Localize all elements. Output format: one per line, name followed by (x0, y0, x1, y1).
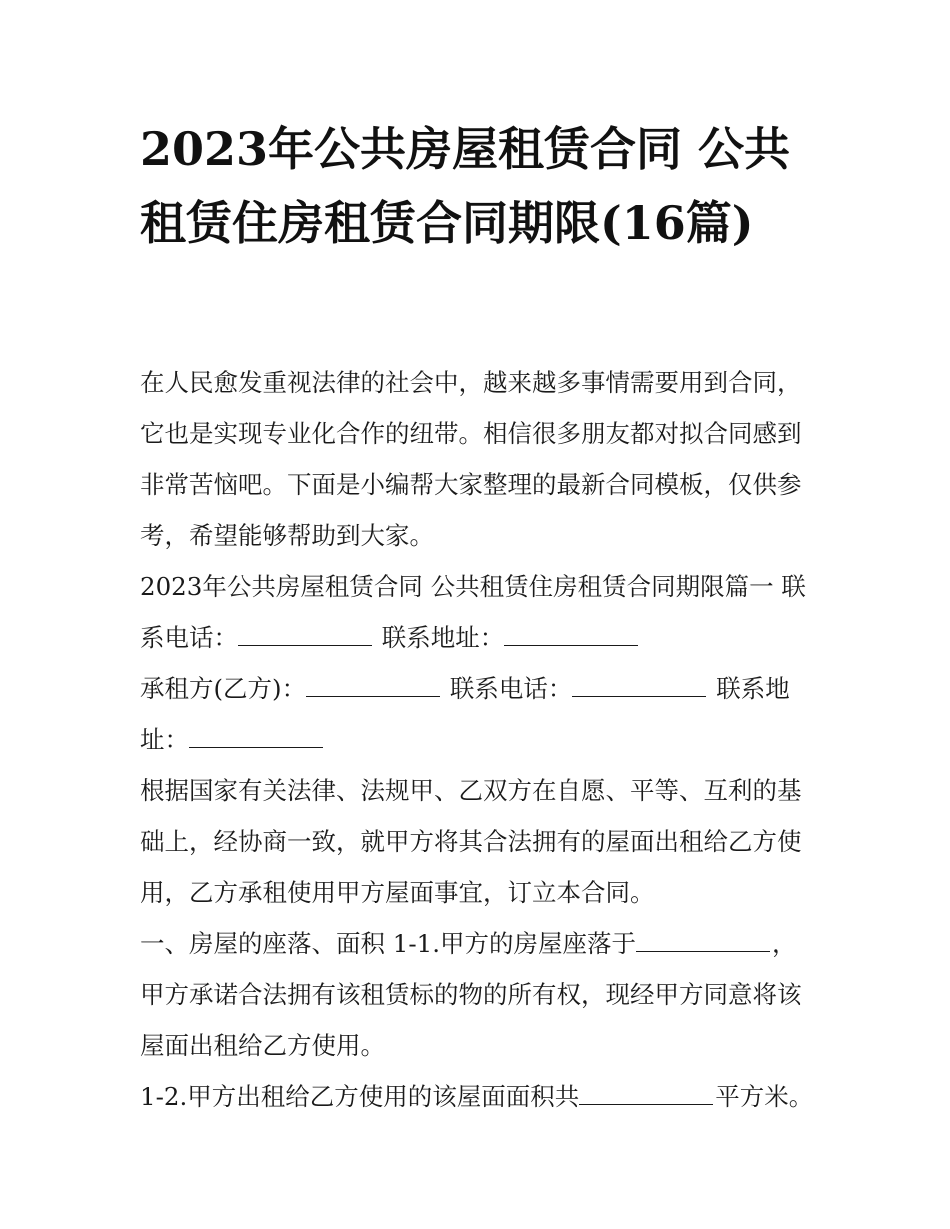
lessee-address-blank (189, 725, 323, 748)
contact-paragraph (140, 561, 820, 663)
lessee-paragraph (140, 663, 820, 765)
address-blank (504, 623, 638, 646)
document-body (140, 357, 820, 1122)
section-one-heading-contact-phone: 2023年公共房屋租赁合同 公共租赁住房租赁合同期限篇一 联系电话： (140, 572, 806, 652)
contact-address-label: 联系地址： (381, 623, 505, 652)
lessee-address-label: 联系地址： (140, 674, 790, 754)
clause-1-1-text: ，甲方承诺合法拥有该租赁标的物的所有权，现经甲方同意将该屋面出租给乙方使用。 (140, 929, 802, 1060)
area-blank (579, 1082, 713, 1105)
lessee-phone-label: 联系电话： (449, 674, 573, 703)
lessee-phone-blank (572, 674, 706, 697)
clause-1-2-paragraph (140, 1071, 820, 1122)
clause-1-1-paragraph (140, 918, 820, 1071)
intro-paragraph: 在人民愈发重视法律的社会中，越来越多事情需要用到合同，它也是实现专业化合作的纽带。相信很多朋友都对拟合同感到非常苦恼吧。下面是小编帮大家整理的最新合同模板，仅供参考，希望能够帮助到大家。 (140, 368, 802, 550)
area-unit: 平方米。 (715, 1082, 814, 1111)
clause-1-1-label: 一、房屋的座落、面积 1-1.甲方的房屋座落于 (140, 929, 637, 958)
basis-paragraph: 根据国家有关法律、法规甲、乙双方在自愿、平等、互利的基础上，经协商一致，就甲方将其合法拥有的屋面出租给乙方使用，乙方承租使用甲方屋面事宜，订立本合同。 (140, 776, 802, 907)
lessee-blank (306, 674, 440, 697)
phone-blank (238, 623, 372, 646)
document-title: 2023年公共房屋租赁合同 公共租赁住房租赁合同期限(16篇) (140, 122, 791, 250)
location-blank (636, 929, 770, 952)
clause-1-2-label: 1-2.甲方出租给乙方使用的该屋面面积共 (140, 1082, 580, 1111)
lessee-label: 承租方(乙方)： (140, 674, 307, 703)
